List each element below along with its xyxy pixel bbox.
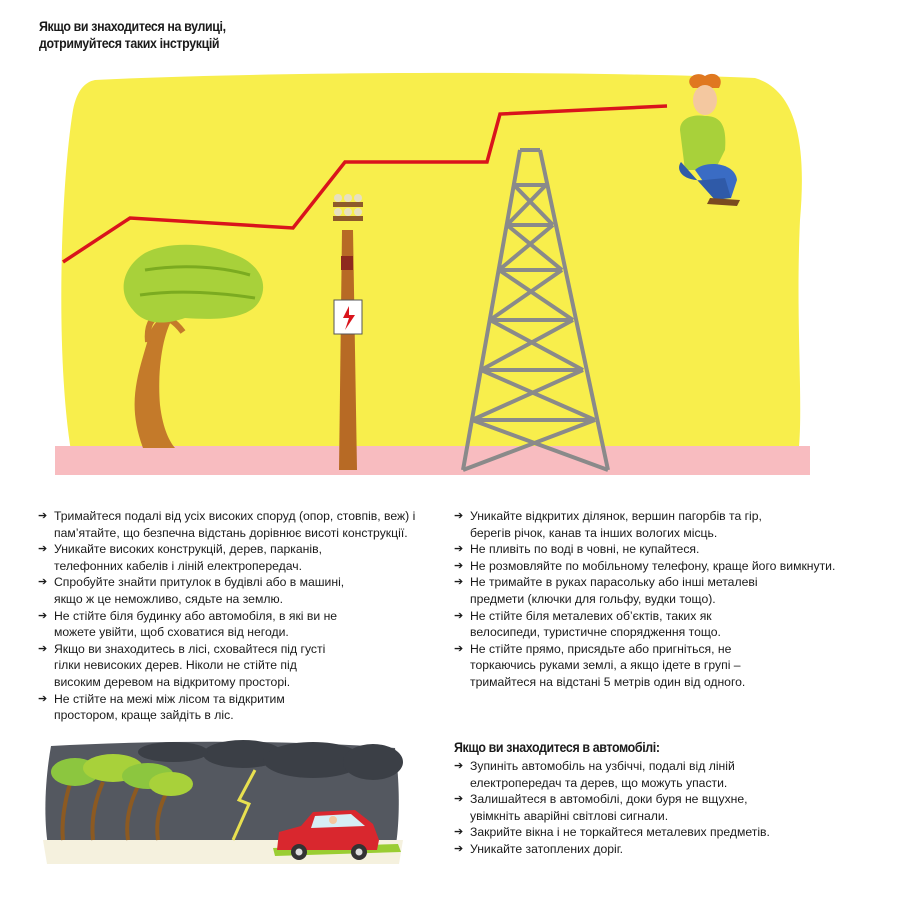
storm-car-illustration (43, 740, 403, 868)
instruction-line: Не стійте на межі між лісом та відкритим (54, 691, 285, 706)
bullet-arrow-icon: ➔ (454, 543, 464, 556)
bullet-arrow-icon: ➔ (454, 559, 464, 572)
street-heading-line-2: дотримуйтеся таких інструкцій (39, 36, 220, 51)
instruction-item (454, 558, 874, 575)
instruction-line: предмети (ключки для гольфу, вудки тощо). (470, 591, 716, 606)
instruction-line: Зупиніть автомобіль на узбіччі, подалі від ліній (470, 759, 735, 773)
instruction-line: Спробуйте знайти притулок в будівлі або в машині, (54, 575, 345, 590)
bullet-arrow-icon: ➔ (454, 842, 464, 855)
instruction-line: якщо ж це неможливо, сядьте на землю. (54, 591, 283, 606)
car-instructions (454, 758, 874, 858)
street-instructions-right (454, 508, 874, 691)
bullet-arrow-icon: ➔ (38, 692, 48, 705)
instruction-item (454, 508, 874, 541)
instruction-line: тримайтеся на відстані 5 метрів один від одного. (470, 674, 746, 689)
street-heading (39, 18, 226, 52)
instruction-line: Не розмовляйте по мобільному телефону, краще його вимкнути. (470, 558, 836, 573)
car-instruction-item (454, 758, 874, 791)
street-heading-line-1: Якщо ви знаходитеся на вулиці, (39, 19, 226, 34)
instruction-item (38, 508, 438, 541)
car-instruction-item (454, 824, 874, 841)
instruction-line: увімкніть аварійні світлові сигнали. (470, 808, 669, 823)
instruction-line: торкаючись руками землі, а якщо ідете в групі – (470, 658, 741, 673)
bullet-arrow-icon: ➔ (454, 793, 464, 806)
bullet-arrow-icon: ➔ (454, 576, 464, 589)
instruction-line: можете увійти, щоб сховатися від негоди. (54, 625, 289, 640)
instruction-line: Уникайте високих конструкцій, дерев, парканів, (54, 542, 322, 557)
instruction-item (454, 641, 874, 691)
instruction-line: Не пливіть по воді в човні, не купайтеся. (470, 542, 700, 557)
bullet-arrow-icon: ➔ (38, 543, 48, 556)
instruction-item (454, 574, 874, 607)
instruction-line: Не стійте біля металевих об’єктів, таких як (470, 608, 712, 623)
bullet-arrow-icon: ➔ (454, 760, 464, 772)
instruction-line: Тримайтеся подалі від усіх високих споруд (опор, стовпів, веж) і (54, 509, 416, 523)
instruction-line: Не стійте прямо, присядьте або пригніться, не (470, 641, 732, 656)
bullet-arrow-icon: ➔ (38, 609, 48, 622)
instruction-item (38, 541, 438, 574)
instruction-item (38, 608, 438, 641)
bullet-arrow-icon: ➔ (454, 510, 464, 522)
bullet-arrow-icon: ➔ (38, 510, 48, 522)
instruction-line: Не стійте біля будинку або автомобіля, в які ви не (54, 608, 338, 623)
instruction-line: велосипеди, туристичне спорядження тощо. (470, 625, 721, 640)
instruction-item (38, 691, 438, 724)
instruction-line: Закрийте вікна і не торкайтеся металевих предметів. (470, 825, 770, 840)
instruction-line: Уникайте затоплених доріг. (470, 841, 624, 856)
instruction-line: берегів річок, канав та інших вологих місць. (470, 525, 718, 540)
instruction-item (454, 608, 874, 641)
instruction-line: Не тримайте в руках парасольку або інші металеві (470, 575, 758, 590)
instruction-line: простором, краще зайдіть в ліс. (54, 708, 234, 723)
street-instructions-left (38, 508, 438, 724)
bullet-arrow-icon: ➔ (454, 826, 464, 839)
instruction-item (38, 641, 438, 691)
instruction-line: телефонних кабелів і ліній електропередач. (54, 558, 302, 573)
instruction-line: Уникайте відкритих ділянок, вершин пагорбів та гір, (470, 509, 762, 523)
car-instruction-item (454, 841, 874, 858)
instruction-line: високим деревом на відкритому просторі. (54, 674, 291, 689)
instruction-line: Якщо ви знаходитесь в лісі, сховайтеся під густі (54, 641, 326, 656)
instruction-line: Залишайтеся в автомобілі, доки буря не вщухне, (470, 792, 748, 807)
bullet-arrow-icon: ➔ (454, 609, 464, 622)
instruction-line: електропередач та дерев, що можуть упасти. (470, 775, 728, 790)
car-instruction-item (454, 791, 874, 824)
bullet-arrow-icon: ➔ (454, 642, 464, 655)
hero-ground (55, 446, 810, 475)
car-section-title: Якщо ви знаходитеся в автомобілі: (454, 740, 660, 755)
instruction-item (38, 574, 438, 607)
instruction-line: гілки невисоких дерев. Ніколи не стійте під (54, 658, 297, 673)
instruction-line: пам’ятайте, що безпечна відстань дорівнює висоті конструкції. (54, 525, 408, 540)
bullet-arrow-icon: ➔ (38, 642, 48, 655)
bullet-arrow-icon: ➔ (38, 576, 48, 589)
instruction-item (454, 541, 874, 558)
hero-illustration (55, 70, 810, 490)
